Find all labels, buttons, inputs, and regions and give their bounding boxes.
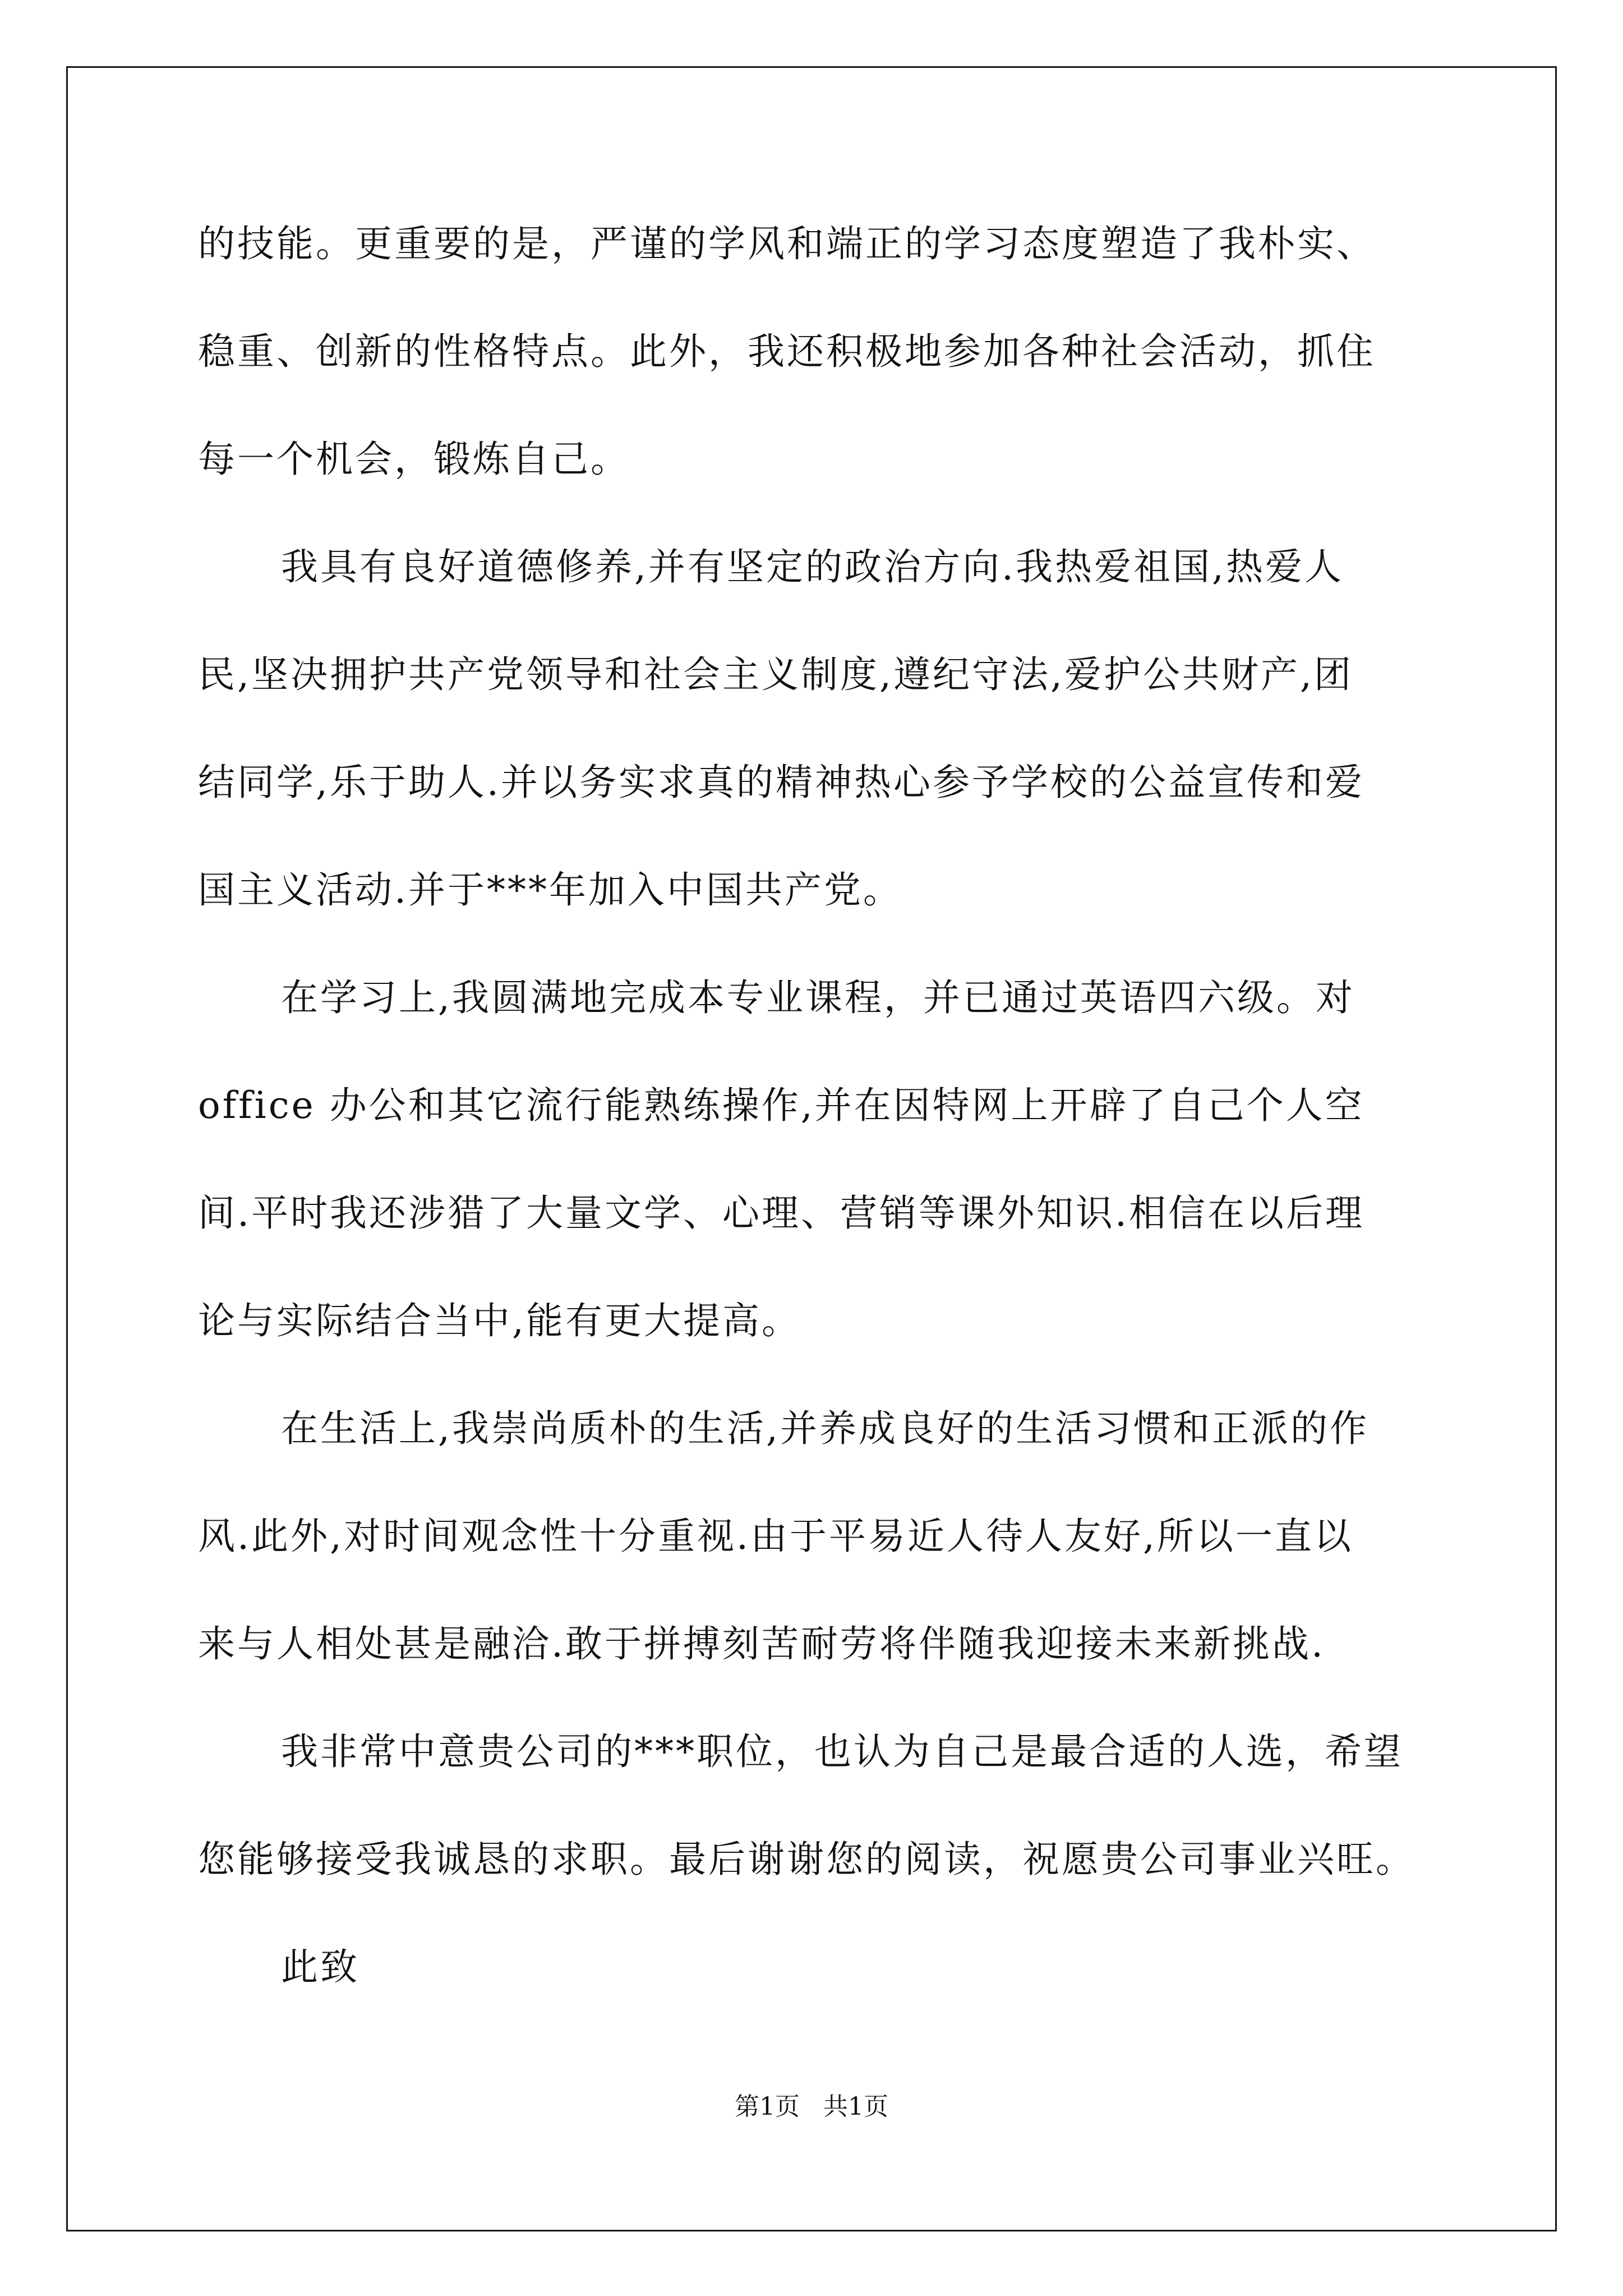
paragraph-line: 间.平时我还涉猎了大量文学、心理、营销等课外知识.相信在以后理 (198, 1191, 1364, 1235)
paragraph-line: 民,坚决拥护共产党领导和社会主义制度,遵纪守法,爱护公共财产,团 (198, 653, 1353, 696)
paragraph-line: 稳重、创新的性格特点。此外，我还积极地参加各种社会活动，抓住 (198, 330, 1376, 373)
paragraph-line: 在学习上,我圆满地完成本专业课程，并已通过英语四六级。对 (281, 976, 1355, 1019)
paragraph-line: 结同学,乐于助人.并以务实求真的精神热心参予学校的公益宣传和爱 (198, 761, 1364, 804)
closing-salutation: 此致 (281, 1945, 359, 1989)
page-number-footer: 第1页 共1页 (735, 2092, 888, 2121)
paragraph-line: 的技能。更重要的是，严谨的学风和端正的学习态度塑造了我朴实、 (198, 222, 1376, 265)
paragraph-line: 来与人相处甚是融洽.敢于拼搏刻苦耐劳将伴随我迎接未来新挑战. (198, 1622, 1325, 1665)
paragraph-line: 我非常中意贵公司的***职位，也认为自己是最合适的人选，希望 (281, 1730, 1403, 1773)
paragraph-line: 我具有良好道德修养,并有坚定的政治方向.我热爱祖国,热爱人 (281, 545, 1344, 588)
page-border (66, 66, 1557, 2231)
paragraph-line: 论与实际结合当中,能有更大提高。 (198, 1299, 801, 1342)
paragraph-line: 每一个机会，锻炼自己。 (198, 438, 630, 481)
paragraph-line: office 办公和其它流行能熟练操作,并在因特网上开辟了自己个人空 (198, 1084, 1364, 1127)
paragraph-line: 您能够接受我诚恳的求职。最后谢谢您的阅读，祝愿贵公司事业兴旺。 (198, 1838, 1415, 1881)
paragraph-line: 国主义活动.并于***年加入中国共产党。 (198, 868, 902, 912)
paragraph-line: 风.此外,对时间观念性十分重视.由于平易近人待人友好,所以一直以 (198, 1515, 1353, 1558)
paragraph-line: 在生活上,我崇尚质朴的生活,并养成良好的生活习惯和正派的作 (281, 1407, 1369, 1450)
